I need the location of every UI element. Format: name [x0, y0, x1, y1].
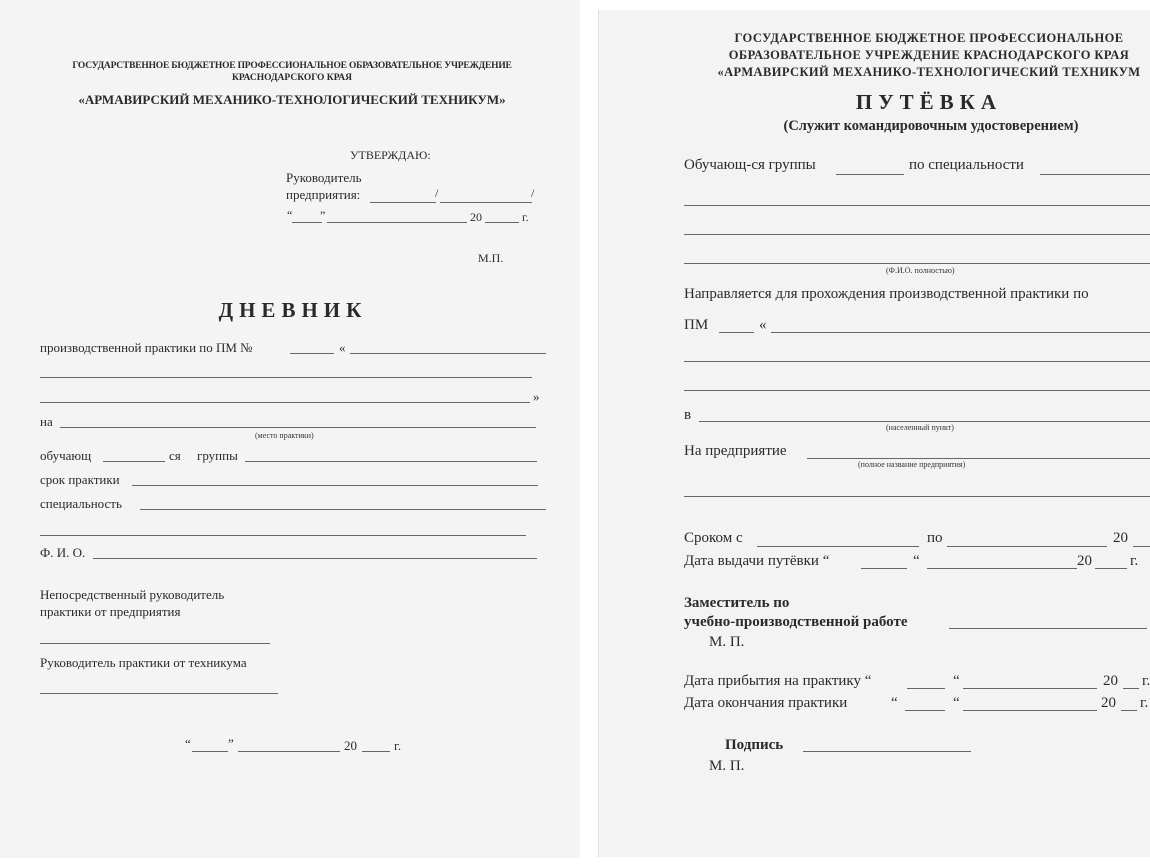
- end-year: 20: [1101, 695, 1116, 711]
- issue-day-line[interactable]: [861, 568, 907, 569]
- end-label: Дата окончания практики: [684, 695, 848, 711]
- bottom-date-close: ”: [228, 736, 234, 751]
- approve-label: УТВЕРЖДАЮ:: [350, 148, 431, 162]
- voucher-header-line3: «АРМАВИРСКИЙ МЕХАНИКО-ТЕХНОЛОГИЧЕСКИЙ ТЕХНИКУМ: [717, 65, 1141, 79]
- settlement-line[interactable]: [699, 421, 1150, 422]
- arrival-day-line[interactable]: [907, 688, 945, 689]
- voucher-header-line1: ГОСУДАРСТВЕННОЕ БЮДЖЕТНОЕ ПРОФЕССИОНАЛЬНОЕ: [734, 31, 1124, 45]
- arrival-year-line[interactable]: [1123, 688, 1139, 689]
- settlement-caption: (населенный пункт): [886, 423, 954, 432]
- slash: /: [531, 186, 535, 200]
- year-suffix: г.: [522, 210, 529, 224]
- end-g: г.: [1140, 695, 1149, 711]
- term-to-label: по: [927, 530, 943, 546]
- group-line[interactable]: [836, 174, 904, 175]
- enterprise-caption: (полное название предприятия): [858, 460, 966, 469]
- term-label: срок практики: [40, 472, 120, 487]
- term-line[interactable]: [132, 485, 538, 486]
- stamp-label-2: М. П.: [709, 758, 745, 774]
- voucher-title: ПУТЁВКА: [855, 90, 1003, 114]
- specialty-label: по специальности: [909, 157, 1024, 173]
- fio-line-1[interactable]: [684, 205, 1150, 206]
- enterprise-head-label-2: предприятия:: [286, 187, 361, 202]
- institution-name: «АРМАВИРСКИЙ МЕХАНИКО-ТЕХНОЛОГИЧЕСКИЙ ТЕХНИКУМ»: [78, 92, 506, 107]
- supervisor-line[interactable]: [40, 643, 270, 644]
- arrival-g: г.: [1142, 673, 1150, 689]
- pm-quote: «: [759, 317, 767, 333]
- college-supervisor-label: Руководитель практики от техникума: [40, 655, 247, 670]
- fio-line-2[interactable]: [684, 234, 1150, 235]
- practice-name-line-3[interactable]: [40, 402, 530, 403]
- term-to-line[interactable]: [947, 546, 1107, 547]
- voucher-page: [598, 10, 1150, 857]
- institution-header-line2: КРАСНОДАРСКОГО КРАЯ: [231, 73, 353, 83]
- head-signature-line[interactable]: [370, 202, 436, 203]
- arrival-month-line[interactable]: [963, 688, 1097, 689]
- approve-year-line[interactable]: [485, 222, 519, 223]
- fio-line[interactable]: [93, 558, 537, 559]
- term-year-line[interactable]: [1133, 546, 1150, 547]
- arrival-label: Дата прибытия на практику “: [684, 673, 872, 689]
- year-prefix: 20: [470, 210, 482, 224]
- practice-place-line[interactable]: [60, 427, 536, 428]
- head-name-line[interactable]: [440, 202, 532, 203]
- pm-name-line-2[interactable]: [684, 361, 1150, 362]
- end-quote-1: “: [891, 695, 898, 711]
- diary-title: ДНЕВНИК: [218, 298, 368, 322]
- term-from-line[interactable]: [757, 546, 919, 547]
- term-year: 20: [1113, 530, 1128, 546]
- pm-name-line-3[interactable]: [684, 390, 1150, 391]
- bottom-month-line[interactable]: [238, 751, 340, 752]
- approve-month-line[interactable]: [327, 222, 467, 223]
- signature-label: Подпись: [725, 737, 784, 753]
- practice-open-quote: «: [339, 340, 346, 355]
- na-label: на: [40, 414, 53, 429]
- group-line[interactable]: [245, 461, 537, 462]
- bottom-year: 20: [344, 738, 357, 753]
- pm-name-line[interactable]: [771, 332, 1150, 333]
- place-caption: (место практики): [255, 431, 314, 440]
- voucher-header-line2: ОБРАЗОВАТЕЛЬНОЕ УЧРЕЖДЕНИЕ КРАСНОДАРСКОГО КРАЯ: [728, 48, 1130, 62]
- practice-name-line[interactable]: [350, 353, 546, 354]
- practice-name-line-2[interactable]: [40, 377, 532, 378]
- practice-label: производственной практики по ПМ №: [40, 340, 253, 355]
- institution-header-line1: ГОСУДАРСТВЕННОЕ БЮДЖЕТНОЕ ПРОФЕССИОНАЛЬНОЕ ОБРАЗОВАТЕЛЬНОЕ УЧРЕЖДЕНИЕ: [72, 61, 512, 71]
- student-ending-line[interactable]: [103, 461, 165, 462]
- specialty-line-2[interactable]: [40, 535, 526, 536]
- issue-quote: “: [913, 553, 920, 569]
- issue-year: 20: [1077, 553, 1092, 569]
- term-from-label: Сроком с: [684, 530, 743, 546]
- fio-line-3[interactable]: [684, 263, 1150, 264]
- end-year-line[interactable]: [1121, 710, 1137, 711]
- supervisor-label: Непосредственный руководитель: [40, 587, 225, 602]
- approve-day-line[interactable]: [292, 222, 322, 223]
- date-quote-open: “: [287, 208, 293, 222]
- enterprise-head-label: Руководитель: [286, 170, 362, 185]
- enterprise-line[interactable]: [807, 458, 1150, 459]
- bottom-date-open: “: [185, 736, 191, 751]
- fio-label: Ф. И. О.: [40, 545, 86, 560]
- end-month-line[interactable]: [963, 710, 1097, 711]
- settlement-label: в: [684, 407, 692, 423]
- issue-date-label: Дата выдачи путёвки “: [684, 553, 830, 569]
- pm-number-line[interactable]: [719, 332, 754, 333]
- specialty-line[interactable]: [1040, 174, 1150, 175]
- arrival-year: 20: [1103, 673, 1118, 689]
- issue-g: г.: [1130, 553, 1139, 569]
- stamp-label-1: М. П.: [709, 634, 745, 650]
- arrival-quote: “: [953, 673, 960, 689]
- deputy-signature-line[interactable]: [949, 628, 1147, 629]
- stamp-label: М.П.: [478, 251, 504, 265]
- enterprise-label: На предприятие: [684, 443, 787, 459]
- pm-number-line[interactable]: [290, 353, 334, 354]
- issue-month-line[interactable]: [927, 568, 1077, 569]
- bottom-g: г.: [394, 738, 402, 753]
- fio-caption: (Ф.И.О. полностью): [886, 266, 955, 275]
- end-quote-2: “: [953, 695, 960, 711]
- issue-year-line[interactable]: [1095, 568, 1127, 569]
- bottom-year-line[interactable]: [362, 751, 390, 752]
- deputy-label-2: учебно-производственной работе: [684, 614, 908, 630]
- pm-label: ПМ: [684, 317, 709, 333]
- specialty-label: специальность: [40, 496, 122, 511]
- enterprise-line-2[interactable]: [684, 496, 1150, 497]
- supervisor-label-2: практики от предприятия: [40, 604, 181, 619]
- slash: /: [435, 186, 439, 200]
- bottom-day-line[interactable]: [192, 751, 228, 752]
- student-group-label: Обучающ-ся группы: [684, 157, 816, 173]
- voucher-subtitle: (Служит командировочным удостоверением): [783, 118, 1079, 134]
- end-day-line[interactable]: [905, 710, 945, 711]
- student-label: обучающ: [40, 448, 92, 463]
- deputy-label: Заместитель по: [684, 595, 790, 611]
- direction-label: Направляется для прохождения производственной практики по: [684, 286, 1089, 302]
- student-label-ending: ся: [169, 448, 181, 463]
- date-quote-close: ”: [320, 208, 326, 222]
- practice-close-quote: »: [533, 389, 540, 404]
- signature-line[interactable]: [803, 751, 971, 752]
- specialty-line[interactable]: [140, 509, 546, 510]
- group-label: группы: [197, 448, 238, 463]
- college-supervisor-line[interactable]: [40, 693, 278, 694]
